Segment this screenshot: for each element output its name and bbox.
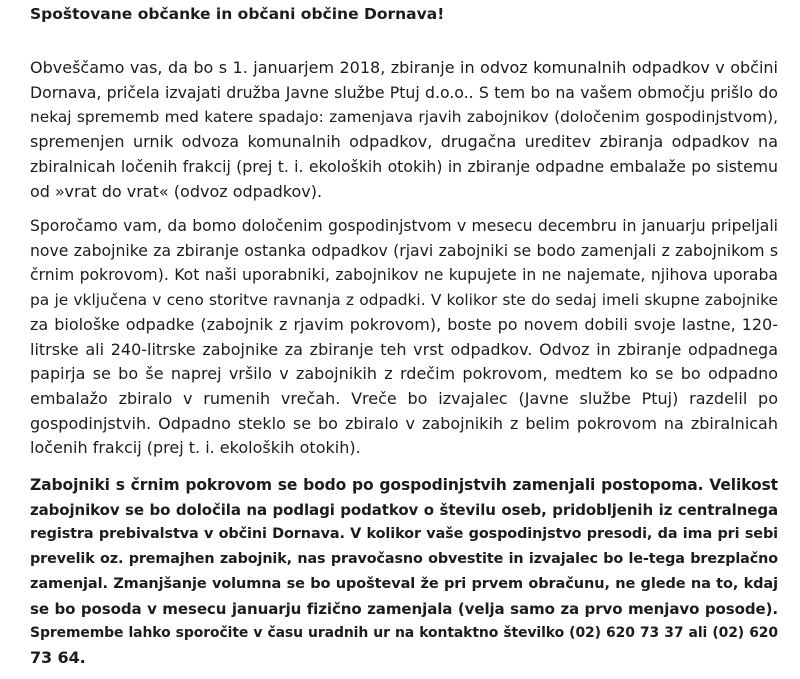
- text-line: ločenih frakcij (prej t. i. ekoloških otokih).: [30, 438, 361, 458]
- paragraph-announcement: [30, 56, 778, 204]
- text-line: Zabojniki s črnim pokrovom se bodo po gospodinjstvih zamenjali postopoma. Velikost: [30, 476, 778, 494]
- text-line: zabojnikov se bo določila na podlagi podatkov o številu oseb, pridobljenih iz centralnega: [30, 500, 778, 519]
- text-line: nekaj sprememb med katere spadajo: zamenjava rjavih zabojnikov (določenim gospodinjstvom),: [30, 108, 778, 127]
- text-line: od »vrat do vrat« (odvoz odpadkov).: [30, 181, 323, 201]
- text-line: prevelik oz. premajhen zabojnik, nas pravočasno obvestite in izvajalec bo le-tega brezplačno: [30, 551, 778, 568]
- text-line: nove zabojnike za zbiranje ostanka odpadkov (rjavi zabojniki se bodo zamenjali z zabojnikom s: [30, 240, 778, 260]
- text-line: zbiralnicah ločenih frakcij (prej t. i. ekoloških otokih) in zbiranje odpadne embalaže po sistemu: [30, 156, 778, 176]
- text-line: papirja se bo še naprej vršilo v zabojnikih z rdečim pokrovom, medtem ko se bo odpadno: [30, 364, 778, 384]
- text-line: litrske ali 240-litrske zabojnike za zbiranje teh vrst odpadkov. Odvoz in zbiranje odpadnega: [30, 339, 778, 359]
- text-line: pa je vključena v ceno storitve ravnanja z odpadki. V kolikor ste do sedaj imeli skupne zabojnike: [30, 291, 778, 310]
- text-line: za biološke odpadke (zabojnik z rjavim pokrovom), boste po novem dobili svoje lastne, 120-: [30, 314, 778, 334]
- text-line: Spremembe lahko sporočite v času uradnih ur na kontaktno številko (02) 620 73 37 ali (02) 620: [30, 625, 778, 642]
- text-line: spremenjen urnik odvoza komunalnih odpadkov, drugačna ureditev zbiranja odpadkov na: [30, 132, 778, 152]
- letter-greeting: Spoštovane občanke in občani občine Dornava!: [30, 5, 445, 23]
- text-line: zamenjal. Zmanjšanje volumna se bo upošteval že pri prvem obračunu, ne glede na to, kdaj: [30, 575, 778, 592]
- text-line: Dornava, pričela izvajati družba Javne službe Ptuj d.o.o.. S tem bo na vašem območju prišlo do: [30, 82, 778, 102]
- text-line: 73 64.: [30, 647, 86, 667]
- text-line: črnim pokrovom). Kot naši uporabniki, zabojnikov ne kupujete in ne najemate, njihova uporaba: [30, 265, 778, 285]
- paragraph-replacement-notice: [30, 473, 778, 671]
- text-line: embalažo zbiralo v rumenih vrečah. Vreče bo izvajalec (Javne službe Ptuj) razdelil po: [30, 388, 778, 408]
- text-line: gospodinjstvih. Odpadno steklo se bo zbiralo v zabojnikih z belim pokrovom na zbiralnicah: [30, 413, 778, 433]
- text-line: registra prebivalstva v občini Dornava. V kolikor vaše gospodinjstvo presodi, da ima pri sebi: [30, 526, 778, 543]
- text-line: Sporočamo vam, da bomo določenim gospodinjstvom v mesecu decembru in januarju pripeljali: [30, 217, 778, 235]
- text-line: se bo posoda v mesecu januarju fizično zamenjala (velja samo za prvo menjavo posode).: [30, 599, 778, 618]
- paragraph-containers-info: [30, 214, 778, 461]
- text-line: Obveščamo vas, da bo s 1. januarjem 2018, zbiranje in odvoz komunalnih odpadkov v občini: [30, 58, 778, 77]
